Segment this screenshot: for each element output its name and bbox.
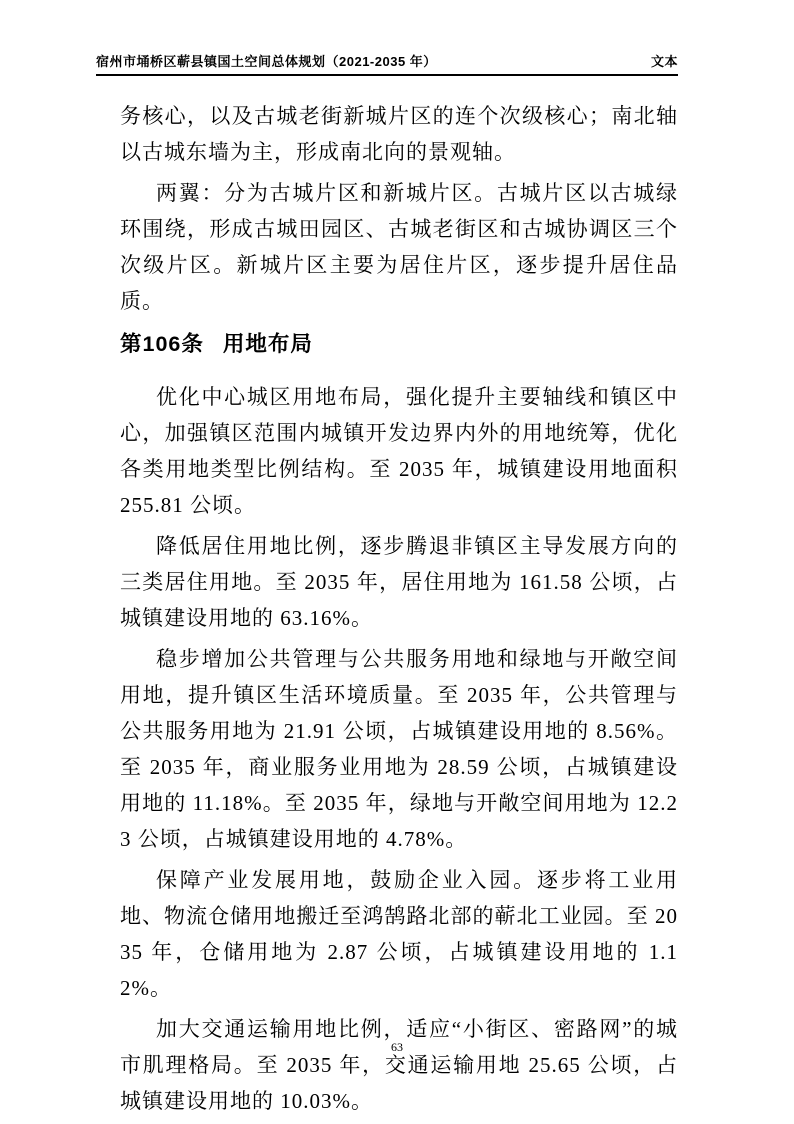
- clause-heading: [120, 329, 678, 359]
- page-footer: [0, 1040, 794, 1054]
- header-title: 宿州市埇桥区蕲县镇国土空间总体规划（2021-2035 年）: [96, 54, 437, 69]
- paragraph-transport-land: 加大交通运输用地比例，适应“小街区、密路网”的城市肌理格局。至 2035 年，交通运输用地 25.65 公顷，占城镇建设用地的 10.03%。: [120, 1017, 678, 1113]
- paragraph-residential-land: 降低居住用地比例，逐步腾退非镇区主导发展方向的三类居住用地。至 2035 年，居住用地为 161.58 公顷，占城镇建设用地的 63.16%。: [120, 534, 678, 630]
- paragraph-land-layout-overview: 优化中心城区用地布局，强化提升主要轴线和镇区中心，加强镇区范围内城镇开发边界内外的用地统筹，优化各类用地类型比例结构。至 2035 年，城镇建设用地面积 255.81 公顷。: [120, 385, 678, 517]
- paragraph-two-wings: 两翼：分为古城片区和新城片区。古城片区以古城绿环围绕，形成古城田园区、古城老街区和古城协调区三个次级片区。新城片区主要为居住片区，逐步提升居住品质。: [120, 181, 678, 313]
- clause-number: 第106条: [120, 332, 204, 356]
- document-body: [120, 98, 678, 1124]
- clause-title: 用地布局: [222, 332, 313, 356]
- paragraph-public-service-green-land: 稳步增加公共管理与公共服务用地和绿地与开敞空间用地，提升镇区生活环境质量。至 2035 年，公共管理与公共服务用地为 21.91 公顷，占城镇建设用地的 8.56%。至 2035 年，商业服务业用地为 28.59 公顷，占城镇建设用地的 11.18%。至 2035 年，绿地与开敞空间用地为 12.23 公顷，占城镇建设用地的 4.78%。: [120, 647, 678, 851]
- page-number: 63: [391, 1040, 403, 1054]
- page-header: [96, 54, 678, 76]
- paragraph-industrial-land: 保障产业发展用地，鼓励企业入园。逐步将工业用地、物流仓储用地搬迁至鸿鹄路北部的蕲北工业园。至 2035 年，仓储用地为 2.87 公顷，占城镇建设用地的 1.12%。: [120, 868, 678, 1000]
- header-doc-type: 文本: [650, 54, 678, 69]
- paragraph-axis-continuation: 务核心，以及古城老街新城片区的连个次级核心；南北轴以古城东墙为主，形成南北向的景观轴。: [120, 104, 678, 164]
